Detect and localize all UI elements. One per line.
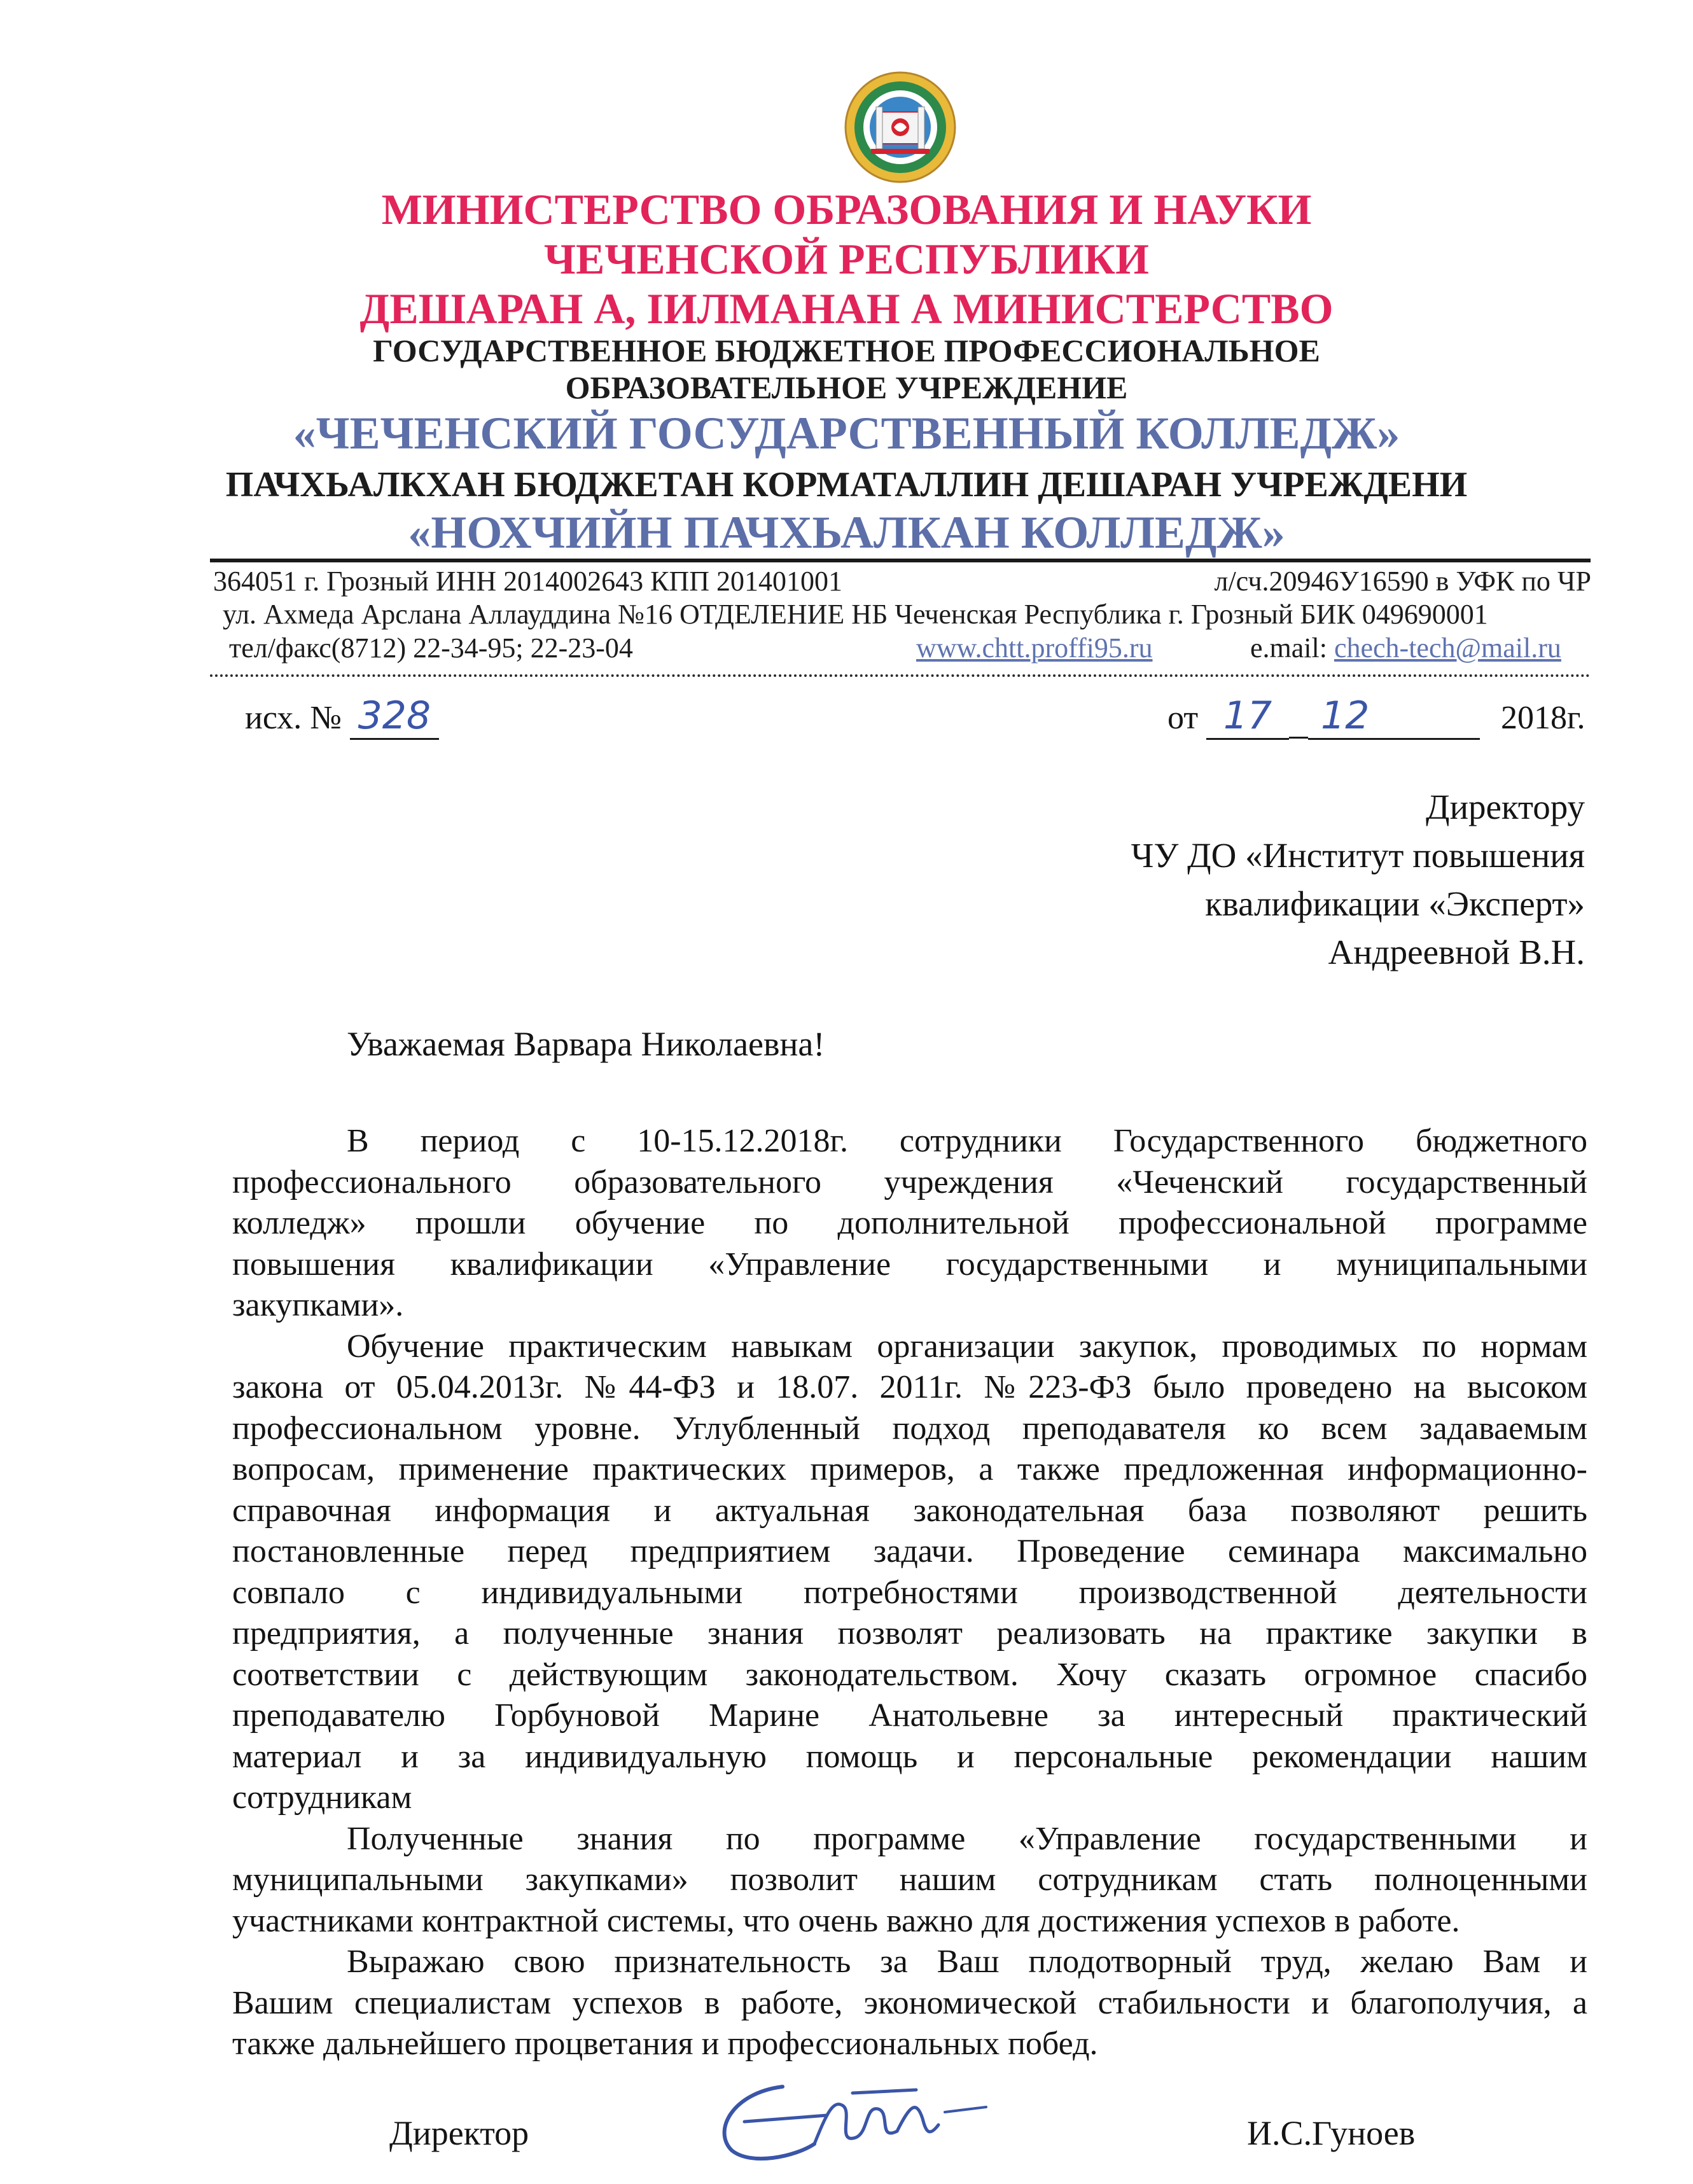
email-row — [1250, 632, 1561, 664]
paragraph-line: повышения квалификации «Управление государственными и муниципальными — [232, 1246, 1587, 1283]
date-month-handwritten: 12 — [1308, 693, 1480, 740]
date-gap — [1289, 699, 1308, 739]
letter-body — [232, 1121, 1587, 2065]
paragraph-line: профессионального образовательного учреждения «Чеченский государственный — [232, 1164, 1587, 1200]
paragraph-line: В период с 10-15.12.2018г. сотрудники Государственного бюджетного — [347, 1123, 1587, 1159]
date-day-handwritten: 17 — [1206, 693, 1289, 740]
paragraph-line: колледж» прошли обучение по дополнительной профессиональной программе — [232, 1205, 1587, 1241]
institution-type-line-1: ГОСУДАРСТВЕННОЕ БЮДЖЕТНОЕ ПРОФЕССИОНАЛЬНОЕ — [373, 333, 1320, 368]
institution-type-line-2: ОБРАЗОВАТЕЛЬНОЕ УЧРЕЖДЕНИЕ — [565, 370, 1128, 405]
phone-fax: тел/факс(8712) 22-34-95; 22-23-04 — [229, 632, 633, 664]
paragraph-line: материал и за индивидуальную помощь и персональные рекомендации нашим — [232, 1738, 1587, 1775]
account-number: л/сч.20946У16590 в УФК по ЧР — [1214, 566, 1591, 597]
ministry-title-line-2: ЧЕЧЕНСКОЙ РЕСПУБЛИКИ — [544, 235, 1149, 283]
paragraph-line: сотрудникам — [232, 1779, 412, 1816]
header-rule-bottom — [210, 674, 1591, 677]
paragraph-3 — [232, 1819, 1587, 1942]
paragraph-line: вопросам, применение практических примеров, а также предложенная информационно- — [232, 1451, 1587, 1487]
paragraph-line: постановленные перед предприятием задачи. Проведение семинара максимально — [232, 1533, 1587, 1569]
college-name: «ЧЕЧЕНСКИЙ ГОСУДАРСТВЕННЫЙ КОЛЛЕДЖ» — [293, 408, 1400, 459]
street-bank-bik: ул. Ахмеда Арслана Аллауддина №16 ОТДЕЛЕНИЕ НБ Чеченская Республика г. Грозный БИК 049690001 — [223, 599, 1488, 630]
paragraph-2 — [232, 1326, 1587, 1819]
paragraph-line: профессиональном уровне. Углубленный подход преподавателя ко всем задаваемым — [232, 1410, 1587, 1447]
header-rule-top — [210, 559, 1591, 562]
paragraph-line: справочная информация и актуальная законодательная база позволяют решить — [232, 1492, 1587, 1529]
coat-of-arms-emblem — [843, 70, 958, 184]
addressee-line-4: Андреевной В.Н. — [1328, 933, 1585, 971]
addressee-line-1: Директору — [1426, 788, 1585, 826]
salutation: Уважаемая Варвара Николаевна! — [347, 1025, 825, 1063]
date-label: от — [1167, 700, 1199, 736]
college-name-chechen: «НОХЧИЙН ПАЧХЬАЛКАН КОЛЛЕДЖ» — [408, 507, 1285, 558]
outgoing-number-handwritten: 328 — [350, 693, 439, 740]
paragraph-line: закона от 05.04.2013г. №44-ФЗ и 18.07. 2011г. №223-ФЗ было проведено на высоком — [232, 1369, 1587, 1405]
signatory-title: Директор — [389, 2114, 529, 2152]
ministry-title-line-1: МИНИСТЕРСТВО ОБРАЗОВАНИЯ И НАУКИ — [381, 185, 1312, 233]
addressee-line-3: квалификации «Эксперт» — [1205, 884, 1585, 923]
paragraph-line: Выражаю свою признательность за Ваш плодотворный труд, желаю Вам и — [347, 1944, 1587, 1980]
handwritten-signature — [706, 2061, 999, 2169]
addressee-line-2: ЧУ ДО «Институт повышения — [1131, 836, 1585, 875]
paragraph-line: преподавателю Горбуновой Марине Анатольевне за интересный практический — [232, 1697, 1587, 1734]
website-link[interactable]: www.chtt.proffi95.ru — [916, 632, 1153, 664]
paragraph-line: муниципальными закупками» позволит нашим сотрудникам стать полноценными — [232, 1861, 1587, 1898]
paragraph-line: Вашим специалистам успехов в работе, экономической стабильности и благополучия, а — [232, 1984, 1587, 2021]
outgoing-label: исх. № — [245, 700, 342, 736]
paragraph-line: участниками контрактной системы, что очень важно для достижения успехов в работе. — [232, 1902, 1460, 1939]
paragraph-1 — [232, 1121, 1587, 1326]
address-inn-kpp: 364051 г. Грозный ИНН 2014002643 КПП 201401001 — [213, 566, 843, 597]
ministry-title-chechen: ДЕШАРАН А, IИЛМАНАН А МИНИСТЕРСТВО — [359, 284, 1334, 333]
outgoing-number-row — [245, 693, 439, 740]
paragraph-line: закупками». — [232, 1287, 404, 1323]
signatory-name: И.С.Гуноев — [1247, 2114, 1416, 2152]
outgoing-date-row — [1167, 693, 1585, 740]
paragraph-line: также дальнейшего процветания и профессиональных побед. — [232, 2026, 1098, 2062]
paragraph-line: предприятия, а полученные знания позволят реализовать на практике закупки в — [232, 1615, 1587, 1652]
email-link[interactable]: chech-tech@mail.ru — [1334, 632, 1561, 664]
paragraph-line: Обучение практическим навыкам организации закупок, проводимых по нормам — [347, 1328, 1587, 1365]
paragraph-line: Полученные знания по программе «Управление государственными и — [347, 1820, 1587, 1857]
institution-type-chechen: ПАЧХЬАЛКХАН БЮДЖЕТАН КОРМАТАЛЛИН ДЕШАРАН УЧРЕЖДЕНИ — [225, 465, 1468, 504]
email-label: e.mail: — [1250, 632, 1327, 664]
paragraph-line: соответствии с действующим законодательством. Хочу сказать огромное спасибо — [232, 1656, 1587, 1693]
paragraph-4 — [232, 1942, 1587, 2065]
paragraph-line: совпало с индивидуальными потребностями производственной деятельности — [232, 1574, 1587, 1611]
date-year: 2018г. — [1501, 700, 1585, 736]
